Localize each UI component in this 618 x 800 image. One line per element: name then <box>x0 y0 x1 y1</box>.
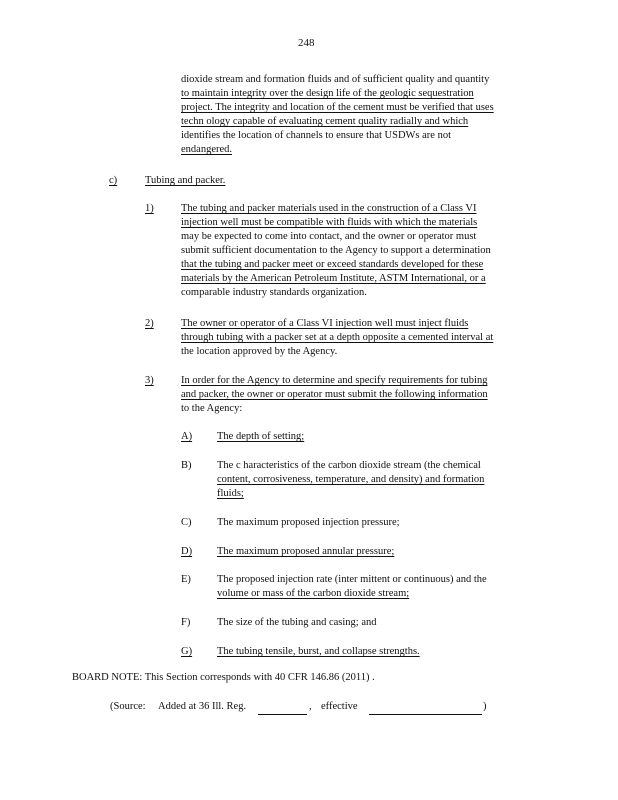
item-line: materials by the American Petroleum Institute, ASTM International, or a <box>181 273 486 284</box>
subitem-line: The maximum proposed injection pressure; <box>217 517 400 528</box>
intro-line: identifies the location of channels to ensure that USDWs are not <box>181 130 452 141</box>
section-c-title: Tubing and packer. <box>145 175 226 186</box>
subitem-line: The depth of setting; <box>217 431 305 442</box>
intro-line: techn ology capable of evaluating cement quality radially and which <box>181 116 469 127</box>
subitem-letter: G) <box>181 646 193 657</box>
subitem-letter: E) <box>181 574 191 585</box>
item-line: that the tubing and packer meet or exceed standards developed for these <box>181 259 484 270</box>
item-line: the location approved by the Agency. <box>181 346 338 357</box>
subitem-line: The c haracteristics of the carbon dioxide stream (the chemical <box>217 460 481 471</box>
subitem-letter: C) <box>181 517 192 528</box>
subitem-letter: F) <box>181 617 191 628</box>
intro-line: project. The integrity and location of the cement must be verified that uses <box>181 102 494 113</box>
section-c-label: c) <box>109 175 118 186</box>
subitem-line: volume or mass of the carbon dioxide stream; <box>217 588 410 599</box>
subitem-letter: D) <box>181 546 193 557</box>
source-effective: effective <box>321 701 358 712</box>
source-comma: , <box>309 701 312 712</box>
item-number: 3) <box>145 375 154 386</box>
item-line: In order for the Agency to determine and specify requirements for tubing <box>181 375 488 386</box>
source-open: (Source: <box>110 701 146 712</box>
effective-date-blank <box>369 714 482 715</box>
item-line: comparable industry standards organization. <box>181 287 367 298</box>
page-number: 248 <box>298 37 315 49</box>
subitem-letter: B) <box>181 460 192 471</box>
item-line: to the Agency: <box>181 403 243 414</box>
volume-blank <box>258 714 307 715</box>
board-note: BOARD NOTE: This Section corresponds with 40 CFR 146.86 (2011) . <box>72 672 375 683</box>
subitem-line: The maximum proposed annular pressure; <box>217 546 395 557</box>
subitem-line: The size of the tubing and casing; and <box>217 617 377 628</box>
item-line: may be expected to come into contact, and the owner or operator must <box>181 231 477 242</box>
subitem-line: The proposed injection rate (inter mittent or continuous) and the <box>217 574 487 585</box>
intro-line: endangered. <box>181 144 233 155</box>
subitem-line: fluids; <box>217 488 244 499</box>
item-line: through tubing with a packer set at a depth opposite a cemented interval at <box>181 332 494 343</box>
item-line: injection well must be compatible with fluids with which the materials <box>181 217 478 228</box>
item-line: The owner or operator of a Class VI injection well must inject fluids <box>181 318 469 329</box>
source-added: Added at 36 Ill. Reg. <box>158 701 247 712</box>
subitem-line: content, corrosiveness, temperature, and density) and formation <box>217 474 485 485</box>
source-close: ) <box>483 701 487 712</box>
subitem-line: The tubing tensile, burst, and collapse strengths. <box>217 646 420 657</box>
item-line: and packer, the owner or operator must submit the following information <box>181 389 488 400</box>
intro-line: dioxide stream and formation fluids and of sufficient quality and quantity <box>181 74 490 85</box>
item-number: 1) <box>145 203 154 214</box>
item-number: 2) <box>145 318 154 329</box>
intro-line: to maintain integrity over the design life of the geologic sequestration <box>181 88 474 99</box>
item-line: submit sufficient documentation to the Agency to support a determination <box>181 245 491 256</box>
subitem-letter: A) <box>181 431 193 442</box>
item-line: The tubing and packer materials used in the construction of a Class VI <box>181 203 477 214</box>
